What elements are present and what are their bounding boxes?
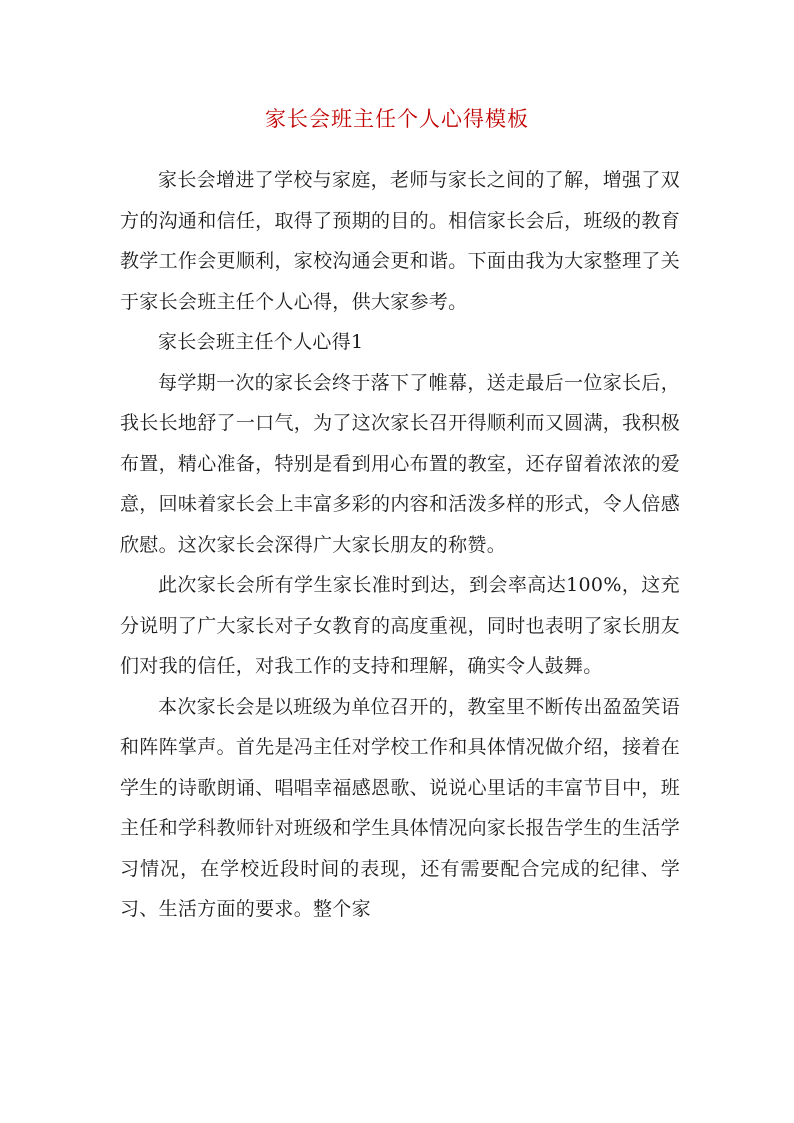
document-body: [120, 160, 680, 930]
document-title: 家长会班主任个人心得模板: [265, 107, 529, 131]
body-paragraph: 本次家长会是以班级为单位召开的，教室里不断传出盈盈笑语和阵阵掌声。首先是冯主任对学校工作和具体情况做介绍，接着在学生的诗歌朗诵、唱唱幸福感恩歌、说说心里话的丰富节目中，班主任和学科教师针对班级和学生具体情况向家长报告学生的生活学习情况，在学校近段时间的表现，还有需要配合完成的纪律、学习、生活方面的要求。整个家: [120, 695, 680, 920]
body-paragraph: 每学期一次的家长会终于落下了帷幕，送走最后一位家长后，我长长地舒了一口气，为了这次家长召开得顺利而又圆满，我积极布置，精心准备，特别是看到用心布置的教室，还存留着浓浓的爱意，回味着家长会上丰富多彩的内容和活泼多样的形式，令人倍感欣慰。这次家长会深得广大家长朋友的称赞。: [120, 371, 680, 556]
intro-paragraph: 家长会增进了学校与家庭，老师与家长之间的了解，增强了双方的沟通和信任，取得了预期的目的。相信家长会后，班级的教育教学工作会更顺利，家校沟通会更和谐。下面由我为大家整理了关于家长会班主任个人心得，供大家参考。: [120, 169, 680, 313]
section-heading: 家长会班主任个人心得1: [158, 331, 364, 353]
body-paragraph: 此次家长会所有学生家长准时到达，到会率高达100%，这充分说明了广大家长对子女教育的高度重视，同时也表明了家长朋友们对我的信任，对我工作的支持和理解，确实令人鼓舞。: [120, 574, 680, 677]
